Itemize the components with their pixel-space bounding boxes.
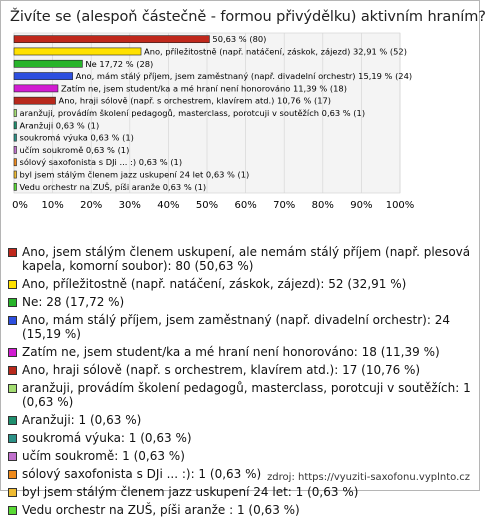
bar bbox=[14, 73, 73, 80]
legend-swatch bbox=[8, 280, 17, 289]
bar bbox=[14, 48, 141, 55]
x-tick-label: 0% bbox=[12, 200, 28, 211]
legend-swatch bbox=[8, 434, 17, 443]
legend-item bbox=[8, 431, 476, 445]
legend-swatch bbox=[8, 470, 17, 479]
legend-item bbox=[8, 313, 476, 341]
legend-item bbox=[8, 413, 476, 427]
chart-title: Živíte se (alespoň částečně - formou přivýdělku) aktivním hraním? bbox=[10, 9, 486, 25]
x-tick-label: 60% bbox=[234, 200, 257, 211]
legend-swatch bbox=[8, 416, 17, 425]
legend-label: Ano, jsem stálým členem uskupení, ale nemám stálý příjem (např. plesová kapela, komorní soubor): 80 (50,63 %) bbox=[22, 245, 471, 273]
bar-value-label: 50,63 % (80) bbox=[212, 34, 267, 45]
x-tick-label: 40% bbox=[157, 200, 180, 211]
legend-label: sólový saxofonista s DJi ... :): 1 (0,63 %) bbox=[22, 467, 262, 481]
legend-swatch bbox=[8, 384, 17, 393]
bar-chart bbox=[1, 1, 479, 241]
x-tick-label: 90% bbox=[350, 200, 373, 211]
bar-value-label: Zatím ne, jsem student/ka a mé hraní není honorováno 11,39 % (18) bbox=[60, 83, 347, 94]
bar-value-label: Aranžuji 0,63 % (1) bbox=[19, 120, 100, 131]
x-tick-label: 50% bbox=[195, 200, 219, 211]
source-note: zdroj: https://vyuziti-saxofonu.vyplnto.cz bbox=[267, 472, 470, 483]
x-tick-label: 10% bbox=[41, 200, 64, 211]
x-tick-label: 70% bbox=[273, 200, 296, 211]
legend-item bbox=[8, 503, 476, 517]
bar bbox=[14, 85, 58, 92]
legend-item bbox=[8, 345, 476, 359]
bar-value-label: sólový saxofonista s DJi ... :) 0,63 % (1) bbox=[19, 157, 183, 168]
bar-value-label: soukromá výuka 0,63 % (1) bbox=[19, 132, 134, 143]
bar bbox=[14, 171, 17, 178]
legend-label: učím soukromě: 1 (0,63 %) bbox=[22, 449, 185, 463]
legend-label: soukromá výuka: 1 (0,63 %) bbox=[22, 431, 192, 445]
legend-label: Vedu orchestr na ZUŠ, píši aranže : 1 (0,63 %) bbox=[22, 503, 300, 517]
legend-swatch bbox=[8, 488, 17, 497]
bar-value-label: byl jsem stálým členem jazz uskupení 24 let 0,63 % (1) bbox=[19, 169, 250, 180]
legend-item bbox=[8, 277, 476, 291]
x-tick-label: 100% bbox=[385, 200, 415, 211]
bar-value-label: Vedu orchestr na ZUŠ, píši aranže 0,63 % (1) bbox=[19, 181, 207, 192]
legend-label: aranžuji, provádím školení pedagogů, masterclass, porotcuji v soutěžích: 1 (0,63 %) bbox=[22, 381, 471, 409]
legend-item bbox=[8, 245, 476, 273]
bar-value-label: učím soukromě 0,63 % (1) bbox=[19, 144, 130, 155]
legend-swatch bbox=[8, 248, 17, 257]
legend-label: Ano, hraji sólově (např. s orchestrem, klavírem atd.): 17 (10,76 %) bbox=[22, 363, 421, 377]
legend-swatch bbox=[8, 316, 17, 325]
legend-label: Ano, mám stálý příjem, jsem zaměstnaný (např. divadelní orchestr): 24 (15,19 %) bbox=[22, 313, 450, 341]
legend-item bbox=[8, 449, 476, 463]
legend-swatch bbox=[8, 452, 17, 461]
legend-item bbox=[8, 381, 476, 409]
legend-swatch bbox=[8, 366, 17, 375]
legend-item bbox=[8, 295, 476, 309]
legend-label: Ano, příležitostně (např. natáčení, záskok, zájezd): 52 (32,91 %) bbox=[22, 277, 407, 291]
legend-label: Ne: 28 (17,72 %) bbox=[22, 295, 125, 309]
bar bbox=[14, 183, 17, 190]
legend-swatch bbox=[8, 348, 17, 357]
legend-item bbox=[8, 363, 476, 377]
legend-label: Aranžuji: 1 (0,63 %) bbox=[22, 413, 142, 427]
bar-value-label: Ano, příležitostně (např. natáčení, záskok, zájezd) 32,91 % (52) bbox=[144, 46, 407, 57]
bar-value-label: aranžuji, provádím školení pedagogů, masterclass, porotcuji v soutěžích 0,63 % (1) bbox=[19, 108, 366, 118]
legend-swatch bbox=[8, 298, 17, 307]
bar bbox=[14, 159, 17, 166]
x-tick-label: 30% bbox=[118, 200, 141, 211]
bar bbox=[14, 60, 82, 67]
bar bbox=[14, 109, 17, 116]
legend-label: Zatím ne, jsem student/ka a mé hraní není honorováno: 18 (11,39 %) bbox=[22, 345, 440, 359]
x-tick-label: 80% bbox=[311, 200, 334, 211]
bar bbox=[14, 134, 17, 141]
bar bbox=[14, 122, 17, 129]
bar bbox=[14, 146, 17, 153]
legend-label: byl jsem stálým členem jazz uskupení 24 let: 1 (0,63 %) bbox=[22, 485, 359, 499]
bar bbox=[14, 36, 209, 43]
legend-swatch bbox=[8, 506, 17, 515]
bar-value-label: Ano, mám stálý příjem, jsem zaměstnaný (např. divadelní orchestr) 15,19 % (24) bbox=[75, 71, 413, 82]
x-tick-label: 20% bbox=[80, 200, 103, 211]
legend-item bbox=[8, 485, 476, 499]
bar bbox=[14, 97, 56, 104]
bar-value-label: Ano, hraji sólově (např. s orchestrem, klavírem atd.) 10,76 % (17) bbox=[58, 95, 332, 106]
bar-value-label: Ne 17,72 % (28) bbox=[85, 58, 154, 69]
